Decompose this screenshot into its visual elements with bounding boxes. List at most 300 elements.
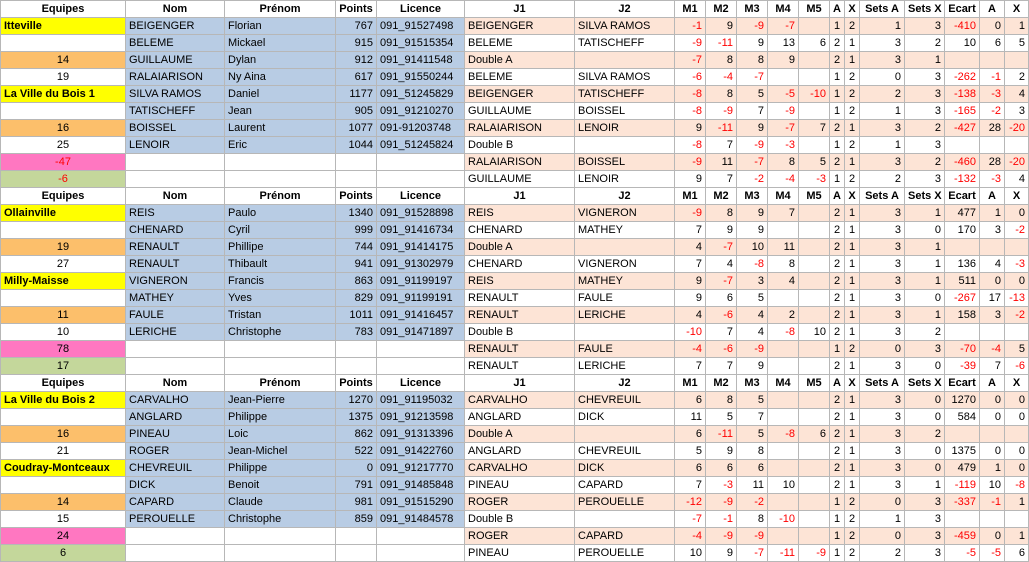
team-cell: La Ville du Bois 2 bbox=[1, 392, 126, 409]
ecart-x: 0 bbox=[1005, 392, 1029, 409]
set-score-2: -6 bbox=[706, 307, 737, 324]
set-score-2: 8 bbox=[706, 392, 737, 409]
player-licence: 091_51245824 bbox=[377, 137, 465, 154]
match-won-a: 1 bbox=[830, 341, 845, 358]
set-score-4: 13 bbox=[768, 35, 799, 52]
column-header: M2 bbox=[706, 188, 737, 205]
table-row bbox=[1, 86, 1029, 103]
set-score-4: -10 bbox=[768, 511, 799, 528]
match-won-x: 1 bbox=[845, 477, 860, 494]
match-player-2: LENOIR bbox=[575, 171, 675, 188]
player-first-name bbox=[225, 341, 336, 358]
sets-x: 2 bbox=[905, 154, 945, 171]
ecart-x: 5 bbox=[1005, 35, 1029, 52]
column-header: Sets X bbox=[905, 188, 945, 205]
team-cell: 15 bbox=[1, 511, 126, 528]
match-player-1: REIS bbox=[465, 205, 575, 222]
set-score-2: -7 bbox=[706, 239, 737, 256]
match-player-1: RENAULT bbox=[465, 307, 575, 324]
set-score-4: -5 bbox=[768, 86, 799, 103]
ecart-x bbox=[1005, 324, 1029, 341]
ecart-value bbox=[945, 137, 980, 154]
set-score-4: -11 bbox=[768, 545, 799, 562]
match-won-a: 2 bbox=[830, 52, 845, 69]
set-score-1: 6 bbox=[675, 426, 706, 443]
set-score-5 bbox=[799, 358, 830, 375]
match-won-x: 2 bbox=[845, 103, 860, 120]
set-score-2: 7 bbox=[706, 171, 737, 188]
match-player-1: CHENARD bbox=[465, 222, 575, 239]
table-row bbox=[1, 341, 1029, 358]
set-score-3: 7 bbox=[737, 409, 768, 426]
match-player-2 bbox=[575, 426, 675, 443]
set-score-1: 7 bbox=[675, 477, 706, 494]
player-last-name: BEIGENGER bbox=[126, 18, 225, 35]
ecart-value bbox=[945, 324, 980, 341]
set-score-5 bbox=[799, 341, 830, 358]
player-last-name: CHENARD bbox=[126, 222, 225, 239]
set-score-4 bbox=[768, 358, 799, 375]
ecart-x: 5 bbox=[1005, 341, 1029, 358]
set-score-5 bbox=[799, 511, 830, 528]
ecart-value: -267 bbox=[945, 290, 980, 307]
sets-x: 1 bbox=[905, 52, 945, 69]
ecart-a: -5 bbox=[980, 545, 1005, 562]
set-score-4 bbox=[768, 290, 799, 307]
ecart-value: -427 bbox=[945, 120, 980, 137]
match-won-a: 1 bbox=[830, 86, 845, 103]
set-score-2: 9 bbox=[706, 222, 737, 239]
sets-a: 3 bbox=[860, 307, 905, 324]
sets-x: 1 bbox=[905, 273, 945, 290]
set-score-3: -7 bbox=[737, 154, 768, 171]
match-won-x: 1 bbox=[845, 324, 860, 341]
team-cell: 19 bbox=[1, 239, 126, 256]
set-score-3: -9 bbox=[737, 18, 768, 35]
sets-a: 3 bbox=[860, 358, 905, 375]
ecart-a bbox=[980, 239, 1005, 256]
column-header: J2 bbox=[575, 375, 675, 392]
player-points: 1044 bbox=[336, 137, 377, 154]
player-last-name: LERICHE bbox=[126, 324, 225, 341]
player-last-name: TATISCHEFF bbox=[126, 103, 225, 120]
ecart-x: -13 bbox=[1005, 290, 1029, 307]
column-header: Equipes bbox=[1, 188, 126, 205]
match-player-1: Double A bbox=[465, 239, 575, 256]
ecart-a: 28 bbox=[980, 120, 1005, 137]
table-row bbox=[1, 324, 1029, 341]
ecart-value: -165 bbox=[945, 103, 980, 120]
column-header: Licence bbox=[377, 188, 465, 205]
match-player-2 bbox=[575, 324, 675, 341]
ecart-x: -8 bbox=[1005, 477, 1029, 494]
player-last-name: RENAULT bbox=[126, 256, 225, 273]
table-row bbox=[1, 154, 1029, 171]
team-cell: 25 bbox=[1, 137, 126, 154]
sets-x: 0 bbox=[905, 358, 945, 375]
table-row bbox=[1, 18, 1029, 35]
match-player-2: SILVA RAMOS bbox=[575, 69, 675, 86]
sets-a: 3 bbox=[860, 477, 905, 494]
column-header: J1 bbox=[465, 188, 575, 205]
player-last-name: REIS bbox=[126, 205, 225, 222]
ecart-value: -138 bbox=[945, 86, 980, 103]
set-score-1: 9 bbox=[675, 120, 706, 137]
match-player-2: VIGNERON bbox=[575, 205, 675, 222]
ecart-value: -132 bbox=[945, 171, 980, 188]
set-score-4: -3 bbox=[768, 137, 799, 154]
ecart-a: 3 bbox=[980, 307, 1005, 324]
player-points: 744 bbox=[336, 239, 377, 256]
player-points bbox=[336, 358, 377, 375]
ecart-a: -3 bbox=[980, 86, 1005, 103]
set-score-1: -4 bbox=[675, 528, 706, 545]
match-won-x: 1 bbox=[845, 460, 860, 477]
set-score-3: 5 bbox=[737, 392, 768, 409]
set-score-2: -6 bbox=[706, 341, 737, 358]
column-header: Points bbox=[336, 188, 377, 205]
match-won-a: 2 bbox=[830, 324, 845, 341]
match-player-1: ROGER bbox=[465, 528, 575, 545]
sets-a: 3 bbox=[860, 35, 905, 52]
column-header: Sets A bbox=[860, 188, 905, 205]
column-header: Prénom bbox=[225, 1, 336, 18]
ecart-x: 0 bbox=[1005, 443, 1029, 460]
set-score-1: -8 bbox=[675, 137, 706, 154]
team-cell: 21 bbox=[1, 443, 126, 460]
column-header: M4 bbox=[768, 188, 799, 205]
set-score-1: -7 bbox=[675, 52, 706, 69]
player-last-name: ANGLARD bbox=[126, 409, 225, 426]
set-score-2: -3 bbox=[706, 477, 737, 494]
match-player-2: PEROUELLE bbox=[575, 494, 675, 511]
set-score-1: 9 bbox=[675, 290, 706, 307]
ecart-value: 170 bbox=[945, 222, 980, 239]
sets-a: 0 bbox=[860, 494, 905, 511]
player-last-name: FAULE bbox=[126, 307, 225, 324]
set-score-5 bbox=[799, 239, 830, 256]
player-points: 1270 bbox=[336, 392, 377, 409]
ecart-a: 17 bbox=[980, 290, 1005, 307]
set-score-3: -8 bbox=[737, 256, 768, 273]
player-licence: 091-91203748 bbox=[377, 120, 465, 137]
column-header: M5 bbox=[799, 188, 830, 205]
set-score-4 bbox=[768, 409, 799, 426]
team-cell: 16 bbox=[1, 120, 126, 137]
ecart-value: -410 bbox=[945, 18, 980, 35]
set-score-5 bbox=[799, 18, 830, 35]
player-first-name bbox=[225, 545, 336, 562]
player-last-name: DICK bbox=[126, 477, 225, 494]
match-won-x: 1 bbox=[845, 426, 860, 443]
sets-x: 0 bbox=[905, 409, 945, 426]
sets-a: 0 bbox=[860, 69, 905, 86]
match-player-2: FAULE bbox=[575, 290, 675, 307]
player-points: 1077 bbox=[336, 120, 377, 137]
column-header: X bbox=[845, 188, 860, 205]
set-score-1: 4 bbox=[675, 239, 706, 256]
sets-x: 2 bbox=[905, 120, 945, 137]
set-score-5 bbox=[799, 205, 830, 222]
set-score-4: -7 bbox=[768, 120, 799, 137]
player-licence: 091_91422760 bbox=[377, 443, 465, 460]
column-header: X bbox=[1005, 1, 1029, 18]
column-header: Points bbox=[336, 375, 377, 392]
set-score-4: -8 bbox=[768, 324, 799, 341]
set-score-5 bbox=[799, 307, 830, 324]
ecart-a: 10 bbox=[980, 477, 1005, 494]
sets-x: 3 bbox=[905, 103, 945, 120]
set-score-5 bbox=[799, 290, 830, 307]
ecart-a: -3 bbox=[980, 171, 1005, 188]
match-player-1: GUILLAUME bbox=[465, 103, 575, 120]
set-score-4: 9 bbox=[768, 52, 799, 69]
set-score-5: 7 bbox=[799, 120, 830, 137]
match-player-1: ANGLARD bbox=[465, 443, 575, 460]
player-last-name: PEROUELLE bbox=[126, 511, 225, 528]
table-row bbox=[1, 443, 1029, 460]
set-score-2: 11 bbox=[706, 154, 737, 171]
ecart-a: 0 bbox=[980, 409, 1005, 426]
set-score-3: -7 bbox=[737, 69, 768, 86]
table-row bbox=[1, 205, 1029, 222]
set-score-5 bbox=[799, 273, 830, 290]
set-score-3: 4 bbox=[737, 307, 768, 324]
player-licence: 091_91195032 bbox=[377, 392, 465, 409]
player-points: 999 bbox=[336, 222, 377, 239]
set-score-3: 5 bbox=[737, 290, 768, 307]
column-header: A bbox=[830, 375, 845, 392]
ecart-a bbox=[980, 137, 1005, 154]
player-licence: 091_91528898 bbox=[377, 205, 465, 222]
set-score-3: 9 bbox=[737, 205, 768, 222]
set-score-1: 9 bbox=[675, 273, 706, 290]
player-first-name: Jean bbox=[225, 103, 336, 120]
match-player-1: RALAIARISON bbox=[465, 154, 575, 171]
ecart-x: 3 bbox=[1005, 103, 1029, 120]
set-score-3: 8 bbox=[737, 443, 768, 460]
match-won-a: 2 bbox=[830, 120, 845, 137]
match-player-2: CAPARD bbox=[575, 477, 675, 494]
set-score-4: -9 bbox=[768, 103, 799, 120]
match-won-a: 2 bbox=[830, 290, 845, 307]
set-score-5: 6 bbox=[799, 35, 830, 52]
ecart-a: 1 bbox=[980, 205, 1005, 222]
player-licence: 091_91527498 bbox=[377, 18, 465, 35]
player-first-name bbox=[225, 154, 336, 171]
ecart-value: -459 bbox=[945, 528, 980, 545]
ecart-a: 6 bbox=[980, 35, 1005, 52]
player-points: 1375 bbox=[336, 409, 377, 426]
player-licence bbox=[377, 171, 465, 188]
match-won-a: 1 bbox=[830, 103, 845, 120]
set-score-4 bbox=[768, 494, 799, 511]
column-header: A bbox=[830, 188, 845, 205]
set-score-1: -7 bbox=[675, 511, 706, 528]
ecart-value: -262 bbox=[945, 69, 980, 86]
table-row bbox=[1, 103, 1029, 120]
match-player-1: Double A bbox=[465, 426, 575, 443]
match-won-x: 1 bbox=[845, 222, 860, 239]
column-header: Equipes bbox=[1, 1, 126, 18]
sets-x: 3 bbox=[905, 494, 945, 511]
column-header: X bbox=[845, 375, 860, 392]
match-player-2: DICK bbox=[575, 460, 675, 477]
match-player-1: CARVALHO bbox=[465, 460, 575, 477]
set-score-2: 7 bbox=[706, 137, 737, 154]
ecart-x: -3 bbox=[1005, 256, 1029, 273]
table-row bbox=[1, 358, 1029, 375]
player-licence: 091_51245829 bbox=[377, 86, 465, 103]
match-player-2: BOISSEL bbox=[575, 154, 675, 171]
player-points: 0 bbox=[336, 460, 377, 477]
column-header: J2 bbox=[575, 188, 675, 205]
sets-a: 3 bbox=[860, 392, 905, 409]
team-cell: 27 bbox=[1, 256, 126, 273]
set-score-3: 11 bbox=[737, 477, 768, 494]
ecart-a: 0 bbox=[980, 273, 1005, 290]
set-score-4 bbox=[768, 69, 799, 86]
set-score-1: -10 bbox=[675, 324, 706, 341]
table-row bbox=[1, 273, 1029, 290]
team-cell bbox=[1, 290, 126, 307]
ecart-x: 1 bbox=[1005, 18, 1029, 35]
player-licence bbox=[377, 528, 465, 545]
column-header: Sets A bbox=[860, 1, 905, 18]
set-score-1: 5 bbox=[675, 443, 706, 460]
column-header: M5 bbox=[799, 375, 830, 392]
set-score-2: -1 bbox=[706, 511, 737, 528]
match-player-2: LERICHE bbox=[575, 307, 675, 324]
column-header: Points bbox=[336, 1, 377, 18]
ecart-value: 136 bbox=[945, 256, 980, 273]
match-player-1: RENAULT bbox=[465, 358, 575, 375]
player-points: 829 bbox=[336, 290, 377, 307]
table-row bbox=[1, 528, 1029, 545]
team-cell: -6 bbox=[1, 171, 126, 188]
ecart-x: 1 bbox=[1005, 528, 1029, 545]
match-won-a: 2 bbox=[830, 256, 845, 273]
ecart-a bbox=[980, 52, 1005, 69]
player-first-name: Eric bbox=[225, 137, 336, 154]
player-first-name: Phillipe bbox=[225, 239, 336, 256]
player-licence: 091_91485848 bbox=[377, 477, 465, 494]
column-header: Sets X bbox=[905, 1, 945, 18]
set-score-5 bbox=[799, 392, 830, 409]
sets-a: 2 bbox=[860, 171, 905, 188]
set-score-2: 8 bbox=[706, 86, 737, 103]
set-score-4 bbox=[768, 392, 799, 409]
set-score-4 bbox=[768, 443, 799, 460]
sets-a: 1 bbox=[860, 137, 905, 154]
ecart-x bbox=[1005, 239, 1029, 256]
player-first-name: Tristan bbox=[225, 307, 336, 324]
sheet-body bbox=[1, 1, 1029, 562]
player-licence: 091_91213598 bbox=[377, 409, 465, 426]
team-cell bbox=[1, 222, 126, 239]
ecart-x: 4 bbox=[1005, 86, 1029, 103]
match-player-1: CHENARD bbox=[465, 256, 575, 273]
sets-a: 2 bbox=[860, 545, 905, 562]
player-licence bbox=[377, 358, 465, 375]
match-player-1: REIS bbox=[465, 273, 575, 290]
player-points: 1011 bbox=[336, 307, 377, 324]
set-score-3: 6 bbox=[737, 460, 768, 477]
match-won-x: 1 bbox=[845, 273, 860, 290]
sets-x: 0 bbox=[905, 290, 945, 307]
match-player-1: BELEME bbox=[465, 69, 575, 86]
player-first-name: Jean-Pierre bbox=[225, 392, 336, 409]
set-score-3: -7 bbox=[737, 545, 768, 562]
player-licence: 091_91484578 bbox=[377, 511, 465, 528]
sets-a: 3 bbox=[860, 239, 905, 256]
ecart-a: 7 bbox=[980, 358, 1005, 375]
set-score-1: -6 bbox=[675, 69, 706, 86]
set-score-2: -9 bbox=[706, 103, 737, 120]
set-score-5 bbox=[799, 477, 830, 494]
set-score-4: 8 bbox=[768, 256, 799, 273]
player-first-name: Jean-Michel bbox=[225, 443, 336, 460]
player-licence: 091_91416734 bbox=[377, 222, 465, 239]
ecart-a: 4 bbox=[980, 256, 1005, 273]
table-row bbox=[1, 239, 1029, 256]
ecart-x: 0 bbox=[1005, 460, 1029, 477]
player-first-name bbox=[225, 528, 336, 545]
set-score-5 bbox=[799, 494, 830, 511]
match-won-x: 1 bbox=[845, 409, 860, 426]
set-score-3: 9 bbox=[737, 358, 768, 375]
set-score-3: 9 bbox=[737, 222, 768, 239]
set-score-3: 5 bbox=[737, 86, 768, 103]
ecart-value bbox=[945, 52, 980, 69]
set-score-2: -11 bbox=[706, 35, 737, 52]
sets-a: 0 bbox=[860, 528, 905, 545]
ecart-x: -6 bbox=[1005, 358, 1029, 375]
match-won-a: 2 bbox=[830, 307, 845, 324]
sets-x: 3 bbox=[905, 528, 945, 545]
match-player-1: RALAIARISON bbox=[465, 120, 575, 137]
sets-a: 3 bbox=[860, 205, 905, 222]
match-won-a: 2 bbox=[830, 35, 845, 52]
player-points: 862 bbox=[336, 426, 377, 443]
set-score-2: -9 bbox=[706, 494, 737, 511]
player-points: 863 bbox=[336, 273, 377, 290]
player-points: 859 bbox=[336, 511, 377, 528]
column-header: Prénom bbox=[225, 375, 336, 392]
player-first-name: Christophe bbox=[225, 511, 336, 528]
set-score-5: -10 bbox=[799, 86, 830, 103]
sets-x: 3 bbox=[905, 341, 945, 358]
table-row bbox=[1, 120, 1029, 137]
match-won-x: 1 bbox=[845, 392, 860, 409]
ecart-value: 479 bbox=[945, 460, 980, 477]
player-licence bbox=[377, 341, 465, 358]
sets-a: 3 bbox=[860, 409, 905, 426]
table-row bbox=[1, 477, 1029, 494]
player-points bbox=[336, 341, 377, 358]
match-player-2: TATISCHEFF bbox=[575, 86, 675, 103]
ecart-x bbox=[1005, 137, 1029, 154]
ecart-value: -337 bbox=[945, 494, 980, 511]
table-row bbox=[1, 409, 1029, 426]
set-score-3: -9 bbox=[737, 137, 768, 154]
set-score-3: -9 bbox=[737, 341, 768, 358]
team-cell: 10 bbox=[1, 324, 126, 341]
match-player-2: MATHEY bbox=[575, 273, 675, 290]
set-score-4 bbox=[768, 460, 799, 477]
ecart-value: -70 bbox=[945, 341, 980, 358]
match-won-a: 2 bbox=[830, 358, 845, 375]
